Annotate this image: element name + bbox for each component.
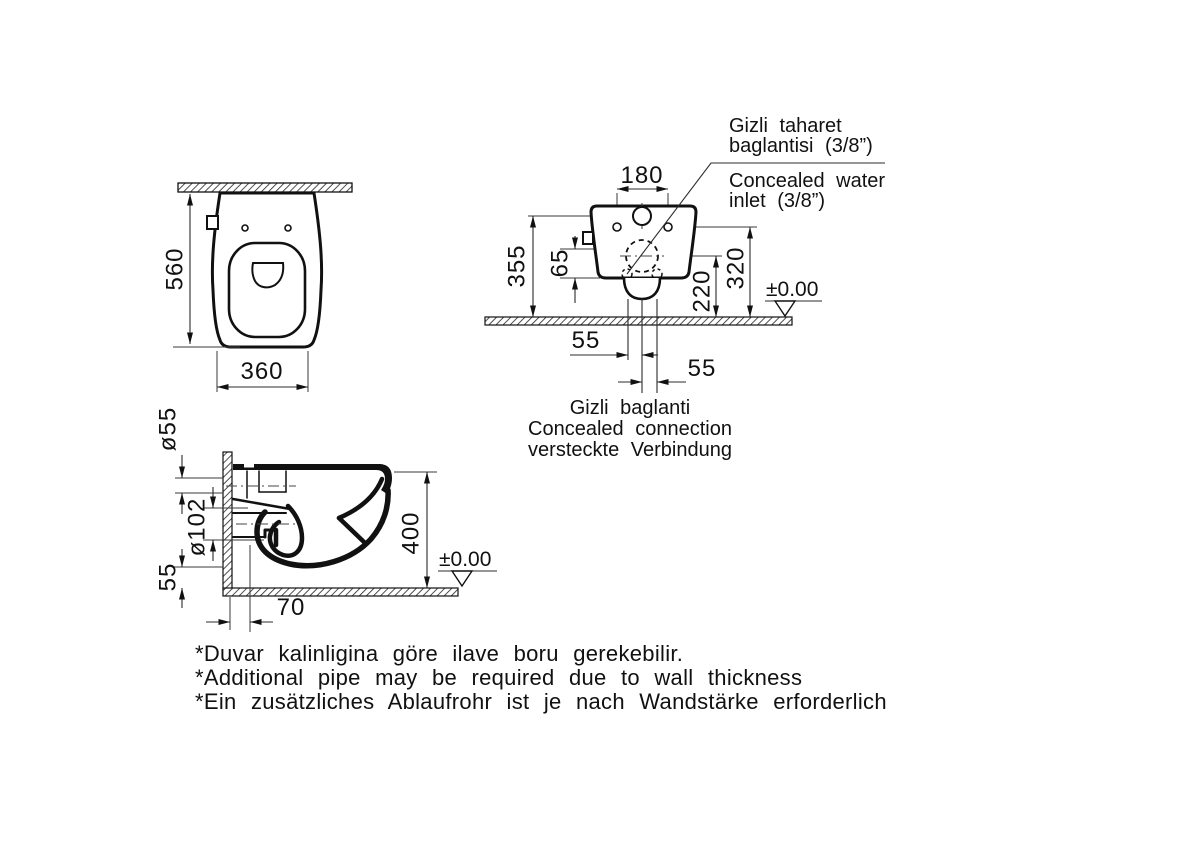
dim-right-offset-55: 55: [687, 355, 717, 382]
caption-en: Concealed connection: [528, 418, 732, 440]
side-tab-top-view: [207, 216, 218, 229]
dim-wall-distance-70: 70: [276, 594, 306, 621]
label-water-inlet-tr-line1: Gizli taharet: [729, 115, 842, 137]
top-view: [161, 183, 352, 392]
floor-section-side-view: [223, 588, 458, 596]
datum-triangle-rear: [775, 301, 795, 316]
caption-de: versteckte Verbindung: [528, 439, 732, 461]
caption-tr: Gizli baglanti: [569, 397, 691, 419]
label-water-inlet-en-line2: inlet (3/8”): [729, 190, 826, 212]
wall-section-side-view: [223, 452, 232, 589]
bowl-strut: [339, 518, 364, 542]
dim-drain-diameter-102: ø102: [183, 497, 211, 557]
rear-view-caption: [528, 397, 732, 461]
label-water-inlet-tr-line2: baglantisi (3/8”): [729, 135, 873, 157]
dim-width-360: 360: [240, 358, 284, 385]
rear-view: [485, 115, 885, 461]
label-water-inlet-en-line1: Concealed water: [729, 170, 886, 192]
dim-offset-65: 65: [546, 248, 574, 278]
datum-label-rear: ±0.00: [766, 278, 819, 301]
dim-height-560: 560: [161, 247, 189, 291]
water-inlet-hole: [633, 207, 651, 225]
dim-left-offset-55: 55: [571, 327, 601, 354]
dim-fixing-height-320: 320: [722, 246, 750, 290]
rear-view-datum: [765, 278, 822, 316]
side-view: [154, 407, 497, 632]
rim-section-bar: [233, 464, 392, 494]
seat-fixing-hole-left: [242, 225, 248, 231]
seat-fixing-hole-right: [285, 225, 291, 231]
dim-drain-height-220: 220: [688, 269, 716, 313]
side-tab-rear-view: [583, 232, 593, 244]
inner-bowl-curve: [339, 479, 382, 518]
bowl-rim-outline: [229, 243, 305, 337]
footnotes: [195, 641, 887, 714]
dim-inlet-diameter-55: ø55: [154, 406, 182, 452]
side-view-datum: [438, 548, 497, 586]
dim-inlet-height-355: 355: [503, 244, 531, 288]
datum-triangle-side: [452, 571, 472, 586]
footnote-german: *Ein zusätzliches Ablaufrohr ist je nach Wandstärke erforderlich: [195, 689, 887, 714]
outlet-pipe-lines: [628, 299, 657, 393]
footnote-turkish: *Duvar kalinligina göre ilave boru gerekebilir.: [195, 641, 684, 666]
datum-label-side: ±0.00: [439, 548, 492, 571]
outlet-bulge: [624, 278, 660, 299]
wall-section-top-view: [178, 183, 352, 192]
dim-outlet-clearance-55: 55: [154, 562, 182, 592]
footnote-english: *Additional pipe may be required due to wall thickness: [195, 665, 803, 690]
dim-hole-spacing-180: 180: [620, 162, 664, 189]
dim-rim-height-400: 400: [397, 511, 425, 555]
toilet-section-profile: [233, 464, 392, 566]
fixing-hole-left: [613, 223, 621, 231]
floor-section-rear-view: [485, 317, 792, 325]
